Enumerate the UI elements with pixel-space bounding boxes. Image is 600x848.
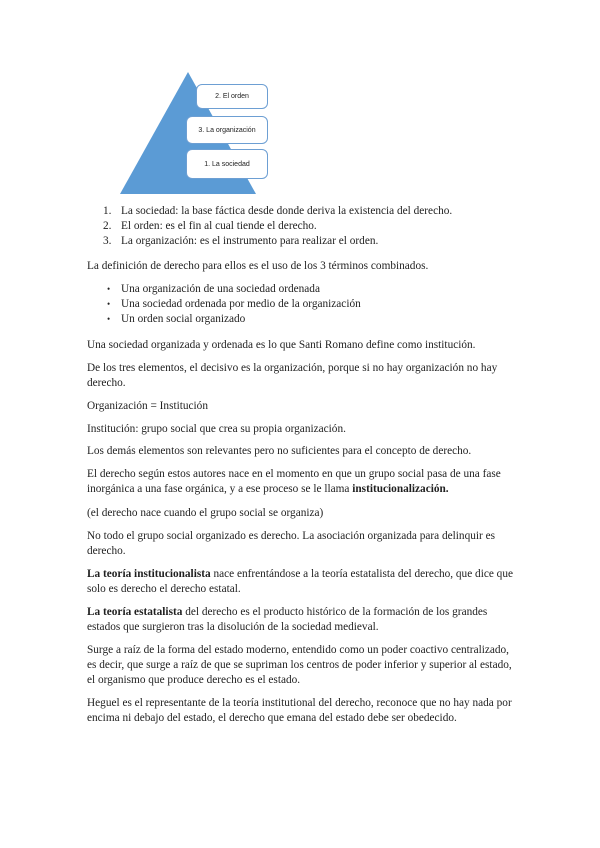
pyramid-level-bottom: 1. La sociedad [186,149,268,179]
paragraph: Organización = Institución [87,400,208,412]
list-item: • Un orden social organizado [107,313,246,325]
pyramid-level-middle: 3. La organización [186,116,268,144]
bullet-list [103,282,361,327]
list-item: 1. La sociedad: la base fáctica desde donde deriva la existencia del derecho. [103,205,453,217]
list-item: 3. La organización: es el instrumento para realizar el orden. [103,235,379,247]
paragraph: Una sociedad organizada y ordenada es lo que Santi Romano define como institución. [87,339,476,351]
paragraph: La teoría institucionalista nace enfrentándose a la teoría estatalista del derecho, que dice que solo es derecho el derecho estatal. [87,568,513,595]
paragraph-definicion: La definición de derecho para ellos es el uso de los 3 términos combinados. [87,260,429,272]
numbered-list [103,204,452,249]
list-item: • Una sociedad ordenada por medio de la organización [107,298,361,310]
paragraph: Heguel es el representante de la teoría institutional del derecho, reconoce que no hay nada por encima ni debajo del estado, el derecho que emana del estado debe ser obedecido. [87,697,512,724]
paragraph: (el derecho nace cuando el grupo social se organiza) [87,507,324,519]
paragraph: La teoría estatalista del derecho es el producto histórico de la formación de los grandes estados que surgieron tras la disolución de la sociedad medieval. [87,606,488,633]
list-item: • Una organización de una sociedad ordenada [107,283,320,295]
list-item: 2. El orden: es el fin al cual tiende el derecho. [103,220,317,232]
paragraph: Surge a raíz de la forma del estado moderno, entendido como un poder coactivo centralizado, es decir, que surge a raíz de que se supriman los centros de poder inferior y superior al estado, el organismo que produce derecho es el estado. [87,644,512,686]
paragraph: No todo el grupo social organizado es derecho. La asociación organizada para delinquir es derecho. [87,530,496,557]
paragraph: De los tres elementos, el decisivo es la organización, porque si no hay organización no hay derecho. [87,362,498,389]
pyramid-level-top: 2. El orden [196,84,268,109]
paragraph: El derecho según estos autores nace en el momento en que un grupo social pasa de una fase inorgánica a una fase orgánica, y a ese proceso se le llama institucionalización. [87,468,501,495]
pyramid-diagram [120,72,280,196]
paragraph: Los demás elementos son relevantes pero no suficientes para el concepto de derecho. [87,445,472,457]
paragraph: Institución: grupo social que crea su propia organización. [87,423,346,435]
